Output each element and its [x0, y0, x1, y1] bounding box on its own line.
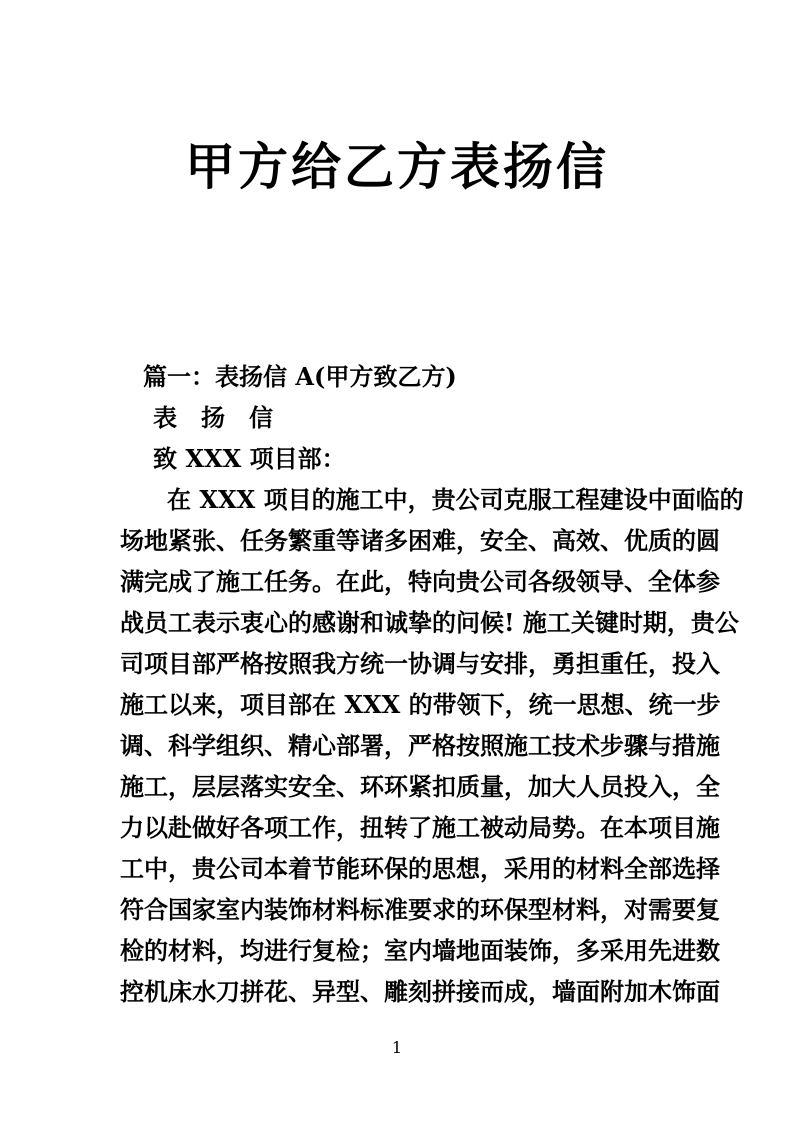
paragraph-line: 符合国家室内装饰材料标准要求的环保型材料，对需要复 [120, 895, 720, 924]
paragraph-line: 战员工表示衷心的感谢和诚挚的问候! 施工关键时期，贵公 [120, 608, 739, 637]
letter-title: 表 扬 信 [153, 403, 273, 432]
section-heading: 篇一：表扬信 A(甲方致乙方) [143, 362, 457, 391]
salutation: 致 XXX 项目部： [153, 444, 346, 473]
paragraph-line: 工中，贵公司本着节能环保的思想，采用的材料全部选择 [120, 854, 720, 883]
paragraph-line: 调、科学组织、精心部署，严格按照施工技术步骤与措施 [120, 731, 720, 760]
paragraph-line: 检的材料，均进行复检；室内墙地面装饰，多采用先进数 [120, 936, 720, 965]
paragraph-line: 满完成了施工任务。在此，特向贵公司各级领导、全体参 [120, 567, 720, 596]
paragraph-line: 场地紧张、任务繁重等诸多困难，安全、高效、优质的圆 [120, 526, 720, 555]
document-body [120, 356, 744, 1012]
paragraph-line: 施工以来，项目部在 XXX 的带领下，统一思想、统一步 [120, 690, 721, 719]
paragraph-line: 控机床水刀拼花、异型、雕刻拼接而成，墙面附加木饰面 [120, 977, 720, 1006]
document-title: 甲方给乙方表扬信 [185, 137, 609, 196]
page-number: 1 [391, 1038, 403, 1057]
paragraph-line: 施工，层层落实安全、环环紧扣质量，加大人员投入，全 [120, 772, 720, 801]
paragraph-line: 力以赴做好各项工作，扭转了施工被动局势。在本项目施 [120, 813, 720, 842]
paragraph-line: 司项目部严格按照我方统一协调与安排，勇担重任，投入 [120, 649, 720, 678]
paragraph-line: 在 XXX 项目的施工中，贵公司克服工程建设中面临的 [167, 485, 744, 514]
